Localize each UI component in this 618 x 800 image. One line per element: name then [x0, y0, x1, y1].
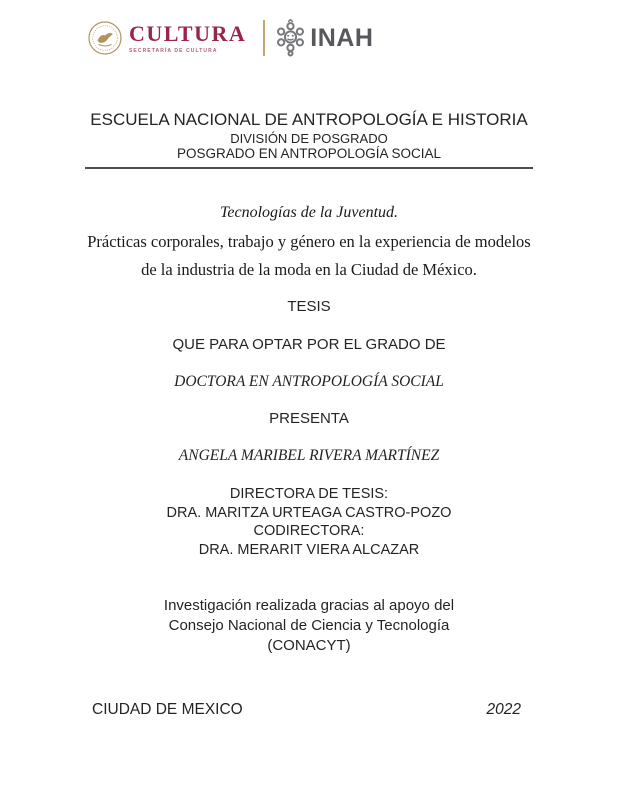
institution-division: DIVISIÓN DE POSGRADO	[230, 131, 388, 146]
logo-divider	[263, 20, 265, 56]
mexico-eagle-seal-icon	[88, 16, 122, 60]
header-logo-band	[88, 16, 373, 60]
thesis-title-line2: Prácticas corporales, trabajo y género en la experiencia de modelos	[87, 231, 531, 251]
institution-name: ESCUELA NACIONAL DE ANTROPOLOGÍA E HISTORIA	[90, 110, 528, 129]
funding-acknowledgement	[0, 596, 618, 656]
inah-wordmark: INAH	[310, 23, 374, 52]
degree-name: DOCTORA EN ANTROPOLOGÍA SOCIAL	[174, 373, 444, 390]
institution-program: POSGRADO EN ANTROPOLOGÍA SOCIAL	[176, 146, 442, 161]
director-name: DRA. MARITZA URTEAGA CASTRO-POZO	[166, 504, 452, 521]
thesis-title	[0, 199, 618, 285]
footer-city: CIUDAD DE MEXICO	[92, 701, 243, 718]
funding-line3: (CONACYT)	[267, 637, 351, 654]
thesis-title-line3: de la industria de la moda en la Ciudad de México.	[141, 260, 477, 279]
thesis-subtitle: Tecnologías de la Juventud.	[219, 204, 399, 221]
degree-purpose: QUE PARA OPTAR POR EL GRADO DE	[172, 336, 446, 353]
codirector-label: CODIRECTORA:	[253, 523, 365, 539]
committee-block	[0, 485, 618, 559]
footer-year: 2022	[486, 701, 521, 718]
institution-header	[0, 109, 618, 169]
codirector-name: DRA. MERARIT VIERA ALCAZAR	[198, 541, 420, 558]
funding-line2: Consejo Nacional de Ciencia y Tecnología	[168, 617, 450, 634]
author-name: ANGELA MARIBEL RIVERA MARTÍNEZ	[178, 447, 440, 464]
footer-row	[92, 701, 521, 719]
cultura-logo	[129, 20, 247, 54]
presents-label: PRESENTA	[269, 410, 349, 427]
funding-line1: Investigación realizada gracias al apoyo del	[163, 597, 455, 614]
tesis-label: TESIS	[287, 298, 331, 315]
inah-glyph-icon	[274, 19, 307, 57]
header-rule	[85, 167, 533, 169]
director-label: DIRECTORA DE TESIS:	[229, 486, 389, 502]
cultura-wordmark: CULTURA	[129, 20, 247, 46]
cultura-tagline: SECRETARÍA DE CULTURA	[129, 47, 218, 54]
